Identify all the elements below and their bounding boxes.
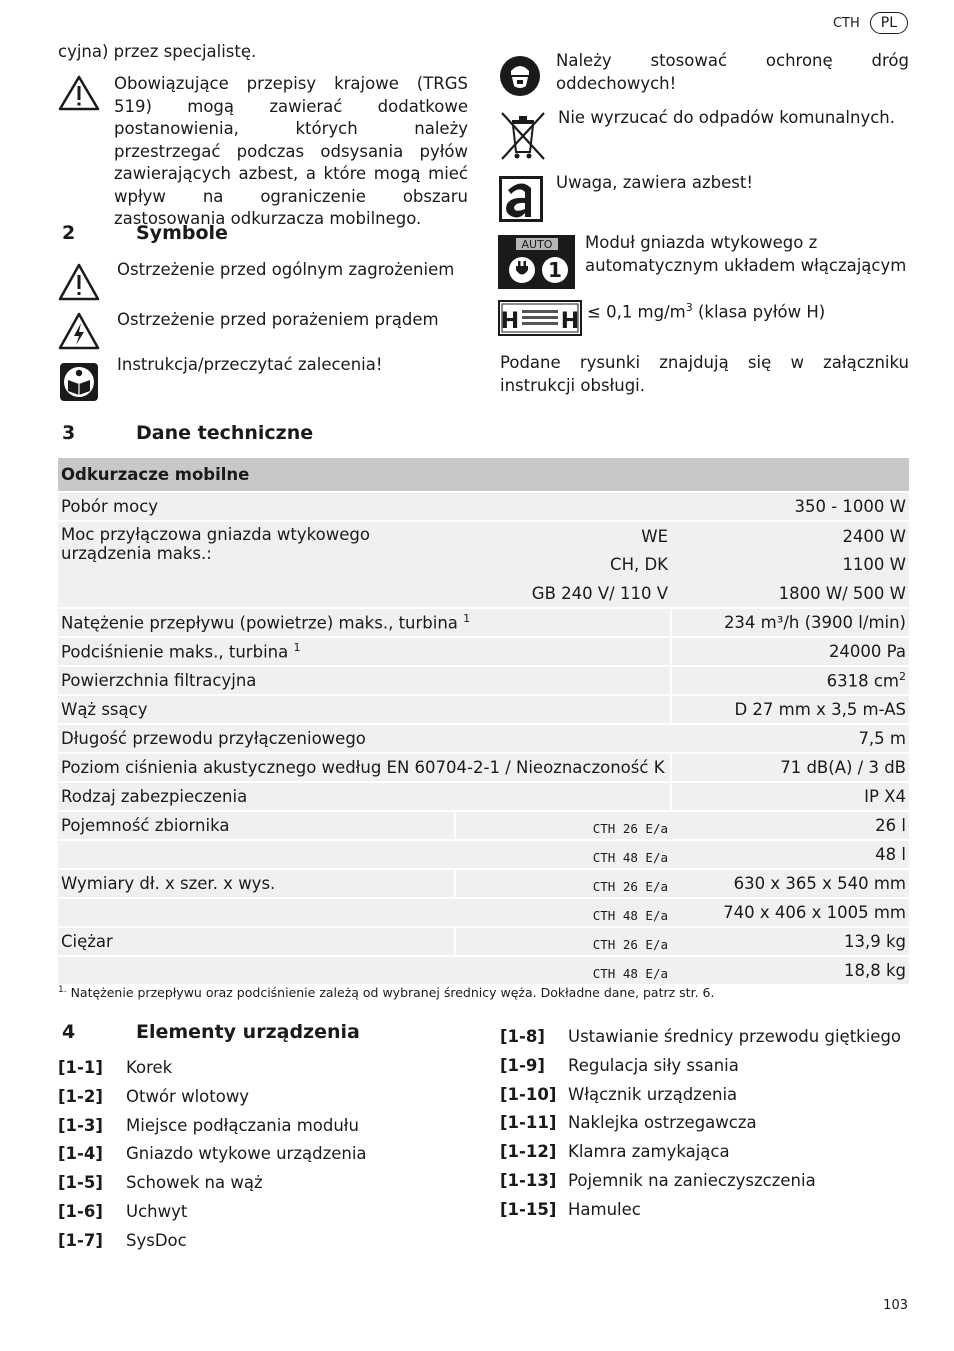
section-number: 3 (62, 422, 76, 444)
item-label: Miejsce podłączania modułu (126, 1115, 359, 1135)
list-item (500, 1112, 757, 1134)
page-number: 103 (883, 1298, 908, 1313)
table-header: Odkurzacze mobilne (58, 458, 909, 492)
list-item (58, 1143, 367, 1165)
table-header-row (58, 458, 909, 492)
item-code: [1-9] (500, 1055, 545, 1075)
table-row: Ciężar CTH 26 E/a 13,9 kg (58, 927, 909, 956)
list-item (500, 1199, 641, 1221)
item-code: [1-4] (58, 1144, 103, 1164)
table-footnote: $^{1.}$ Natężenie przepływu oraz podciśnienie zależą od wybranej średnicy węża. Dokładne dane, patrz str. 6. (58, 985, 715, 1001)
item-label: Schowek na wąż (126, 1173, 263, 1193)
symbol-electric-shock-label: Ostrzeżenie przed porażeniem prądem (117, 310, 439, 329)
section-number: 2 (62, 222, 76, 244)
auto-socket-module-label: Moduł gniazda wtykowego z automatycznym układem włączającym (585, 233, 907, 275)
table-row: Powierzchnia filtracyjna 6318 $cm^2$ (58, 666, 909, 695)
list-item (58, 1230, 187, 1252)
page-header (833, 12, 908, 34)
list-item (58, 1201, 187, 1223)
item-label: Włącznik urządzenia (568, 1084, 738, 1104)
model-code: CTH (832, 15, 860, 31)
h-letter-left: H (500, 309, 520, 334)
list-item (58, 1057, 172, 1079)
table-row: Wąż ssący D 27 mm x 3,5 m-AS (58, 695, 909, 724)
dust-class-label: ≤ 0,1 $mg/m^3$ (klasa pyłów H) (587, 301, 826, 322)
table-row: Natężenie przepływu (powietrze) maks., turbina $^1$ 234 m³/h (3900 l/min) (58, 608, 909, 637)
item-code: [1-6] (58, 1202, 103, 1221)
table-row: CH, DK 1100 W (58, 550, 909, 579)
item-label: Gniazdo wtykowe urządzenia (126, 1144, 367, 1164)
item-label: Korek (126, 1058, 173, 1077)
item-code: [1-7] (58, 1230, 103, 1250)
table-row: Podciśnienie maks., turbina $^1$ 24000 Pa (58, 637, 909, 666)
list-item (500, 1141, 730, 1163)
list-item (500, 1084, 737, 1106)
auto-socket-module-icon (498, 235, 575, 289)
item-label: Klamra zamykająca (568, 1142, 730, 1162)
asbestos-icon (499, 176, 543, 222)
item-label: Regulacja siły ssania (568, 1055, 739, 1075)
read-manual-icon (59, 362, 99, 402)
list-item (58, 1086, 249, 1108)
list-item (500, 1055, 739, 1077)
item-label: Ustawianie średnicy przewodu giętkiego (568, 1027, 902, 1046)
warning-icon (58, 75, 100, 111)
table-row: Pobór mocy 350 - 1000 W (58, 492, 909, 521)
item-code: [1-15] (500, 1199, 557, 1219)
item-code: [1-8] (500, 1027, 545, 1046)
list-item (500, 1026, 901, 1048)
list-item (58, 1172, 263, 1194)
item-code: [1-10] (500, 1084, 557, 1104)
item-label: Naklejka ostrzegawcza (568, 1113, 757, 1133)
respiratory-protection-label: Należy stosować ochronę dróg oddechowych! (556, 51, 909, 93)
language-badge: PL (870, 12, 908, 34)
auto-text: AUTO (521, 238, 553, 251)
item-label: Hamulec (568, 1199, 641, 1219)
crossed-bin-icon (499, 110, 547, 162)
intro-continuation: cyjna) przez specjalistę. (58, 42, 257, 61)
section-title: Dane techniczne (136, 422, 314, 444)
item-code: [1-11] (500, 1113, 557, 1133)
table-row: CTH 48 E/a 18,8 kg (58, 956, 909, 985)
table-row: Moc przyłączowa gniazda wtykowego urządzenia maks.: WE 2400 W (58, 521, 909, 550)
figures-appendix-note: Podane rysunki znajdują się w załączniku instrukcji obsługi. (500, 353, 909, 395)
item-code: [1-5] (58, 1173, 103, 1193)
item-code: [1-1] (58, 1058, 103, 1077)
table-row: Pojemność zbiornika CTH 26 E/a 26 l (58, 811, 909, 840)
list-item (500, 1170, 816, 1192)
item-label: SysDoc (126, 1230, 187, 1250)
item-code: [1-13] (500, 1171, 557, 1190)
table-row: Długość przewodu przyłączeniowego 7,5 m (58, 724, 909, 753)
general-danger-icon (58, 263, 100, 301)
asbestos-regulation-warning: Obowiązujące przepisy krajowe (TRGS 519) mogą zawierać dodatkowe postanowienia, których należy przestrzegać podczas odsysania pyłów zawierających azbest, a które mogą mieć wpływ na ograniczenie obszaru zastosowania odkurzacza mobilnego. (114, 74, 468, 228)
asbestos-warning-label: Uwaga, zawiera azbest! (556, 173, 753, 192)
no-household-waste-label: Nie wyrzucać do odpadów komunalnych. (558, 108, 896, 127)
h-letter-right: H (560, 309, 580, 334)
list-item (58, 1115, 359, 1137)
item-label: Pojemnik na zanieczyszczenia (568, 1171, 816, 1190)
tech-data-table (58, 458, 909, 986)
dust-class-h-icon (498, 300, 582, 336)
section-title: Symbole (136, 222, 228, 244)
section-number: 4 (62, 1021, 76, 1043)
symbol-read-manual-label: Instrukcja/przeczytać zalecenia! (117, 355, 383, 374)
item-code: [1-3] (58, 1115, 103, 1135)
item-label: Otwór wlotowy (126, 1086, 250, 1106)
item-code: [1-2] (58, 1086, 103, 1106)
auto-digit: 1 (548, 258, 562, 282)
item-code: [1-12] (500, 1142, 557, 1162)
table-row: CTH 48 E/a 48 l (58, 840, 909, 869)
symbol-general-danger-label: Ostrzeżenie przed ogólnym zagrożeniem (117, 260, 455, 279)
item-label: Uchwyt (126, 1202, 188, 1221)
table-row: GB 240 V/ 110 V 1800 W/ 500 W (58, 579, 909, 608)
table-row: Poziom ciśnienia akustycznego według EN 60704-2-1 / Nieoznaczoność K 71 dB(A) / 3 dB (58, 753, 909, 782)
table-row: CTH 48 E/a 740 x 406 x 1005 mm (58, 898, 909, 927)
section-title: Elementy urządzenia (136, 1021, 360, 1043)
table-row: Rodzaj zabezpieczenia IP X4 (58, 782, 909, 811)
table-row: Wymiary dł. x szer. x wys. CTH 26 E/a 630 x 365 x 540 mm (58, 869, 909, 898)
electric-shock-icon (58, 312, 100, 350)
respiratory-protection-icon (499, 55, 541, 97)
